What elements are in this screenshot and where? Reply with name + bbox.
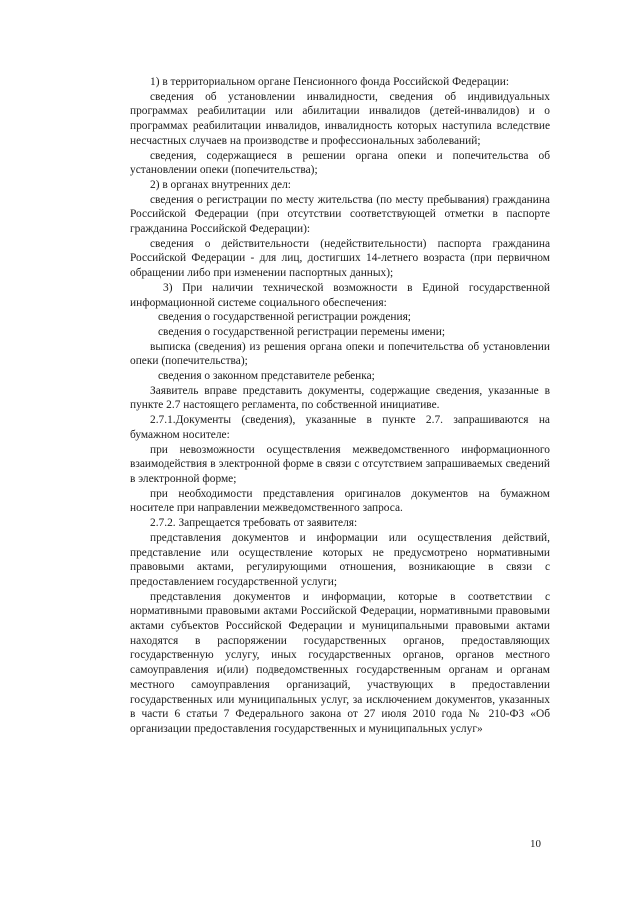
paragraph-16: 2.7.2. Запрещается требовать от заявителя: xyxy=(150,517,358,530)
paragraph-1: 1) в территориальном органе Пенсионного фонда Российской Федерации: xyxy=(150,76,510,88)
paragraph-13: 2.7.1.Документы (сведения), указанные в пункте 2.7. запрашиваются на бумажном носителе: xyxy=(130,414,550,441)
paragraph-14: при невозможности осуществления межведомственного информационного взаимодействия в электронной форме в связи с отсутствием запрашиваемых сведений в электронной форме; xyxy=(130,443,550,485)
paragraph-4: 2) в органах внутренних дел: xyxy=(150,178,291,191)
paragraph-7: 3) При наличии технической возможности в Единой государственной информационной системе социального обеспечения: xyxy=(130,281,550,309)
paragraph-15: при необходимости представления оригиналов документов на бумажном носителе при направлении межведомственного запроса. xyxy=(130,487,550,515)
paragraph-17: представления документов и информации или осуществления действий, представление или осуществление которых не предусмотрено нормативными правовыми актами, регулирующими отношения, возникающие в связи с предоставлением государственной услуги; xyxy=(130,531,550,588)
paragraph-5: сведения о регистрации по месту жительства (по месту пребывания) гражданина Российской Федерации (при отсутствии соответствующей отметки в паспорте гражданина Российской Федерации): xyxy=(130,193,550,236)
paragraph-9: сведения о государственной регистрации перемены имени; xyxy=(158,325,446,338)
paragraph-18: представления документов и информации, которые в соответствии с нормативными правовыми актами Российской Федерации, нормативными правовыми актами субъектов Российской Федерации и муниципальными правовыми актами находятся в распоряжении государственных органов, предоставляющих государственную услугу, иных государственных органов, органов местного самоуправления и(или) подведомственных государственным органам и органам местного самоуправления организаций, участвующих в предоставлении государственных или муниципальных услуг, за исключением документов, указанных в части 6 статьи 7 Федерального закона от 27 июля 2010 года № 210-ФЗ «Об организации предоставления государственных и муниципальных услуг» xyxy=(130,590,550,735)
document-body xyxy=(130,75,550,737)
paragraph-2: сведения об установлении инвалидности, сведения об индивидуальных программах реабилитации или абилитации инвалидов (детей-инвалидов) и о программах реабилитации инвалидов, инвалидность которых наступила вследствие несчастных случаев на производстве и профессиональных заболеваний; xyxy=(130,90,550,147)
paragraph-6: сведения о действительности (недействительности) паспорта гражданина Российской Федерации - для лиц, достигших 14-летнего возраста (при первичном обращении либо при изменении паспортных данных); xyxy=(130,237,550,280)
page-number: 10 xyxy=(530,838,541,850)
paragraph-10: выписка (сведения) из решения органа опеки и попечительства об установлении опеки (попечительства); xyxy=(130,340,550,368)
paragraph-12: Заявитель вправе представить документы, содержащие сведения, указанные в пункте 2.7 настоящего регламента, по собственной инициативе. xyxy=(130,384,550,412)
paragraph-11: сведения о законном представителе ребенка; xyxy=(158,370,375,383)
paragraph-3: сведения, содержащиеся в решении органа опеки и попечительства об установлении опеки (попечительства); xyxy=(130,149,550,177)
paragraph-8: сведения о государственной регистрации рождения; xyxy=(158,311,411,324)
